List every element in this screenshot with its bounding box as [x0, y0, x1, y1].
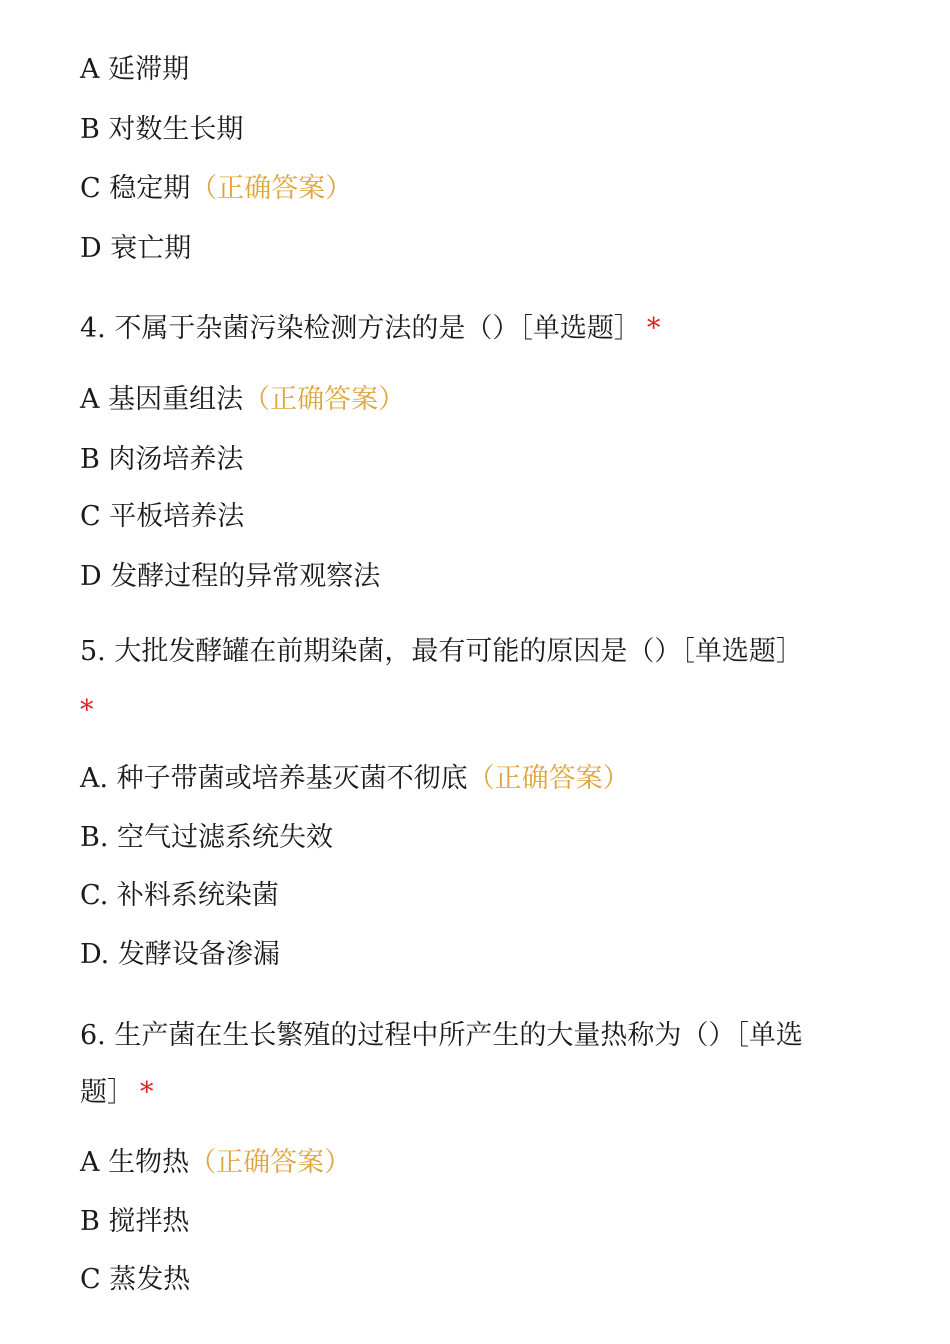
q5-question: [80, 632, 803, 672]
q6-option-a: [80, 1143, 351, 1183]
option-text: C 蒸发热: [80, 1264, 191, 1295]
option-text: A 延滞期: [80, 54, 190, 85]
option-text: B 搅拌热: [80, 1206, 190, 1237]
q6-option-c: [80, 1260, 190, 1300]
correct-answer-tag: （正确答案）: [190, 173, 353, 204]
q3-option-c: [80, 169, 352, 209]
q5-option-b: [80, 818, 333, 858]
option-text: C 平板培养法: [80, 501, 245, 532]
q3-option-a: [80, 50, 189, 90]
q6-question-line2: [80, 1073, 154, 1113]
option-text: A. 种子带菌或培养基灭菌不彻底: [80, 763, 468, 794]
correct-answer-tag: （正确答案）: [243, 384, 406, 415]
correct-answer-tag: （正确答案）: [467, 763, 630, 794]
question-text: 4. 不属于杂菌污染检测方法的是（）［单选题］: [80, 313, 641, 344]
option-text: B 对数生长期: [80, 114, 244, 145]
question-text: 题］: [80, 1077, 134, 1108]
required-mark: *: [140, 1077, 154, 1108]
option-text: C 稳定期: [80, 173, 191, 204]
option-text: B 肉汤培养法: [80, 444, 244, 475]
q4-question: [80, 309, 660, 349]
q6-option-b: [80, 1202, 189, 1242]
q5-option-c: [80, 876, 279, 916]
option-text: B. 空气过滤系统失效: [80, 822, 334, 853]
q5-option-a: [80, 759, 630, 799]
option-text: A 基因重组法: [80, 384, 244, 415]
q4-option-a: [80, 380, 405, 420]
question-text: 5. 大批发酵罐在前期染菌，最有可能的原因是（）［单选题］: [80, 636, 803, 667]
q6-question-line1: [80, 1016, 803, 1056]
q4-option-b: [80, 440, 243, 480]
option-text: A 生物热: [80, 1147, 190, 1178]
q4-option-d: [80, 557, 380, 597]
q4-option-c: [80, 497, 244, 537]
option-text: D 衰亡期: [80, 233, 192, 264]
option-text: D 发酵过程的异常观察法: [80, 561, 381, 592]
q3-option-b: [80, 110, 243, 150]
q3-option-d: [80, 229, 191, 269]
option-text: D. 发酵设备渗漏: [80, 939, 280, 970]
question-text: 6. 生产菌在生长繁殖的过程中所产生的大量热称为（）［单选: [80, 1020, 803, 1051]
correct-answer-tag: （正确答案）: [189, 1147, 352, 1178]
required-mark: *: [80, 695, 94, 726]
q5-option-d: [80, 935, 280, 975]
q5-required-line: [80, 691, 94, 731]
required-mark: *: [646, 313, 661, 344]
option-text: C. 补料系统染菌: [80, 880, 279, 911]
